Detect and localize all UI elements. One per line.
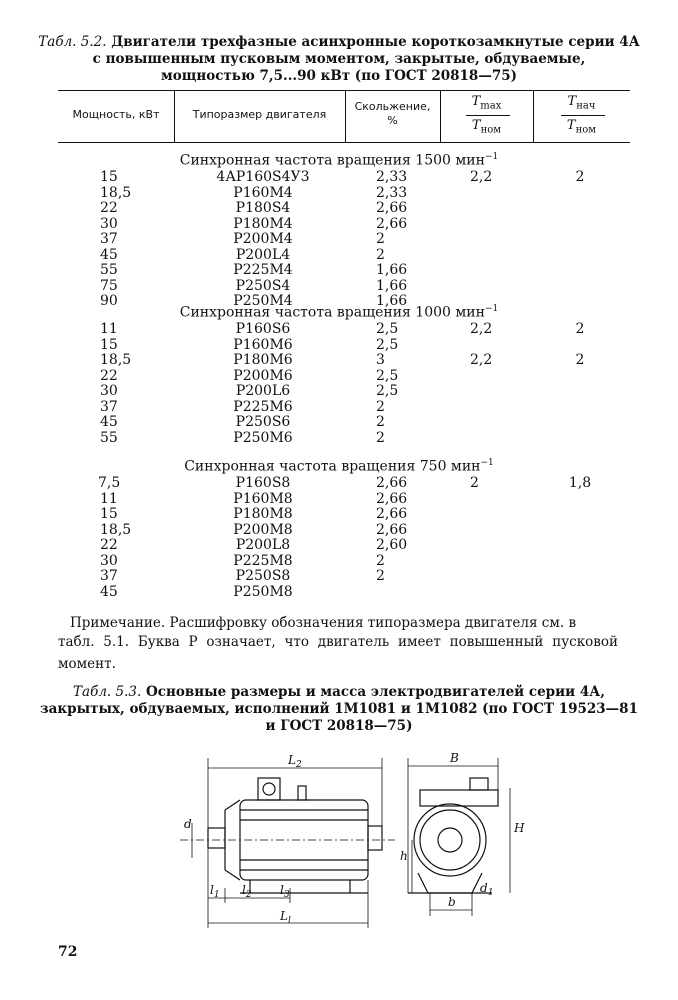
cell-frame: Р160S6 (235, 321, 291, 337)
cell-power: 45 (100, 583, 118, 600)
cell-slip: 2 (376, 414, 385, 430)
cell-tmax: 2,2 (470, 321, 493, 337)
header-tstart-num-symbol: T (567, 94, 577, 109)
cell-power: 11 (100, 490, 118, 507)
cell-slip: 2,66 (376, 490, 408, 507)
header-power: Мощность, кВт (72, 108, 160, 121)
cell-power: 22 (100, 537, 118, 553)
table53-caption-label: Табл. 5.3. (73, 684, 142, 700)
cell-slip: 2,5 (376, 336, 399, 353)
section-title-text: Синхронная частота вращения 750 мин (184, 458, 481, 475)
table52-caption-line3: мощностью 7,5...90 кВт (по ГОСТ 20818—75) (161, 68, 517, 84)
cell-power: 22 (100, 367, 118, 384)
table-top-rule (58, 90, 630, 91)
cell-slip: 2,60 (376, 537, 408, 553)
header-tstart-den-symbol: T (566, 118, 576, 133)
cell-tstart: 2 (575, 352, 585, 368)
section-title (0, 304, 678, 321)
cell-frame: Р200L4 (235, 246, 291, 263)
table52-note-line1: Примечание. Расшифровку обозначения типоразмера двигателя см. в (70, 615, 577, 631)
section-title (0, 458, 678, 475)
cell-frame: Р250S6 (235, 414, 291, 430)
cell-frame: Р200М6 (233, 367, 293, 384)
cell-slip: 2,5 (376, 367, 399, 384)
cell-tmax: 2,2 (470, 352, 493, 368)
header-tmax-num-symbol: T (471, 94, 481, 109)
cell-frame: Р200М8 (233, 521, 293, 538)
cell-power: 45 (100, 246, 118, 263)
cell-power: 90 (100, 293, 118, 309)
header-tstart-fraction-bar (561, 115, 605, 116)
cell-slip: 2,66 (376, 506, 408, 522)
cell-frame: Р160М8 (233, 490, 293, 507)
cell-frame: Р200L8 (235, 537, 291, 553)
cell-power: 22 (100, 200, 118, 216)
table52-caption-line1: Двигатели трехфазные асинхронные короткозамкнутые серии 4А (111, 34, 640, 50)
section-title-sup: −1 (480, 458, 494, 468)
cell-frame: Р180S4 (235, 200, 291, 216)
cell-slip: 2,66 (376, 215, 408, 232)
cell-tmax: 2,2 (470, 169, 493, 185)
header-tstart-denominator (533, 118, 630, 136)
cell-power: 75 (100, 277, 118, 294)
section-title-sup: −1 (484, 304, 499, 314)
cell-slip: 2 (376, 429, 385, 446)
cell-frame: Р180М4 (233, 215, 293, 232)
cell-slip: 3 (376, 352, 385, 368)
cell-slip: 1,66 (376, 293, 408, 309)
cell-power: 30 (100, 215, 118, 232)
table53-caption-line1: Основные размеры и масса электродвигателей серии 4А, (145, 684, 605, 700)
label-l1: $l_1$ (210, 883, 220, 900)
dimension-lines (192, 758, 382, 928)
cell-frame: Р180М6 (233, 352, 293, 368)
cell-frame: Р250S4 (235, 277, 291, 294)
label-l3: $l_3$ (280, 883, 290, 900)
table53-caption (0, 684, 678, 701)
header-tmax-num-sub: max (480, 100, 502, 112)
header-tstart-den-sub: ном (575, 124, 597, 136)
table53-caption-line3: и ГОСТ 20818—75) (265, 718, 413, 734)
label-B: B (450, 751, 459, 765)
section-title-text: Синхронная частота вращения 1500 мин (179, 152, 485, 169)
cell-slip: 1,66 (376, 262, 408, 278)
cell-slip: 2,33 (376, 169, 408, 185)
cell-power: 18,5 (100, 184, 132, 201)
label-d: d (184, 817, 192, 831)
label-b: b (448, 895, 456, 909)
cell-slip: 2 (376, 231, 385, 247)
cell-slip: 2 (376, 246, 385, 263)
cell-power: 37 (100, 398, 118, 415)
section-title-sup: −1 (484, 152, 499, 162)
cell-frame: Р180М8 (233, 506, 293, 522)
label-h: h (400, 849, 408, 863)
header-tmax-numerator (440, 94, 533, 112)
cell-frame: Р250М4 (233, 293, 293, 309)
front-dimension-lines (408, 758, 510, 916)
header-tmax-den-symbol: T (471, 118, 481, 133)
table53-caption-line2: закрытых, обдуваемых, исполнений 1М1081 и 1М1082 (по ГОСТ 19523—81 (40, 701, 638, 717)
cell-slip: 1,66 (376, 277, 408, 294)
cell-frame: Р225М8 (233, 552, 293, 569)
cell-slip: 2 (376, 398, 385, 415)
cell-power: 15 (100, 169, 118, 185)
header-slip-line1: Скольжение, (354, 100, 431, 113)
table52-caption-label: Табл. 5.2. (38, 34, 107, 50)
cell-power: 18,5 (100, 352, 132, 368)
cell-power: 15 (100, 506, 118, 522)
motor-side-view (180, 778, 395, 893)
cell-frame: Р250М8 (233, 583, 293, 600)
cell-frame: Р225М4 (233, 262, 293, 278)
cell-power: 55 (100, 429, 118, 446)
cell-frame: Р250М6 (233, 429, 293, 446)
header-tstart-num-sub: нач (576, 100, 596, 112)
cell-power: 30 (100, 552, 118, 569)
label-H: H (514, 821, 525, 835)
cell-slip: 2,5 (376, 383, 399, 399)
cell-slip: 2,66 (376, 200, 408, 216)
cell-tstart: 1,8 (568, 475, 592, 491)
cell-power: 7,5 (98, 475, 121, 491)
cell-power: 55 (100, 262, 118, 278)
cell-slip: 2 (376, 568, 385, 584)
header-slip-line2: % (387, 114, 398, 127)
cell-frame: Р160S8 (235, 475, 291, 491)
cell-frame: Р250S8 (235, 568, 291, 584)
label-L2: $L_2$ (288, 753, 302, 770)
header-tmax-denominator (440, 118, 533, 136)
cell-power: 18,5 (100, 521, 132, 538)
cell-slip: 2,33 (376, 184, 408, 201)
cell-power: 30 (100, 383, 118, 399)
cell-frame: 4АР160S4У3 (216, 169, 310, 185)
table52-note-line2: табл. 5.1. Буква Р означает, что двигатель имеет повышенный пусковой момент. (58, 634, 618, 672)
header-tmax-fraction-bar (466, 115, 510, 116)
cell-tstart: 2 (575, 321, 585, 337)
cell-power: 37 (100, 231, 118, 247)
cell-slip: 2,66 (376, 521, 408, 538)
header-tmax-den-sub: ном (480, 124, 502, 136)
table-header-rule (58, 142, 630, 143)
header-frame: Типоразмер двигателя (192, 108, 327, 121)
cell-frame: Р160М4 (233, 184, 293, 201)
motor-drawing (180, 748, 540, 933)
section-title (0, 152, 678, 169)
cell-power: 11 (100, 321, 118, 337)
cell-power: 37 (100, 568, 118, 584)
section-title-text: Синхронная частота вращения 1000 мин (179, 304, 485, 321)
cell-frame: Р200М4 (233, 231, 293, 247)
cell-slip: 2,5 (376, 321, 399, 337)
cell-tmax: 2 (470, 475, 479, 491)
cell-frame: Р225М6 (233, 398, 293, 415)
motor-front-view (408, 778, 498, 893)
cell-tstart: 2 (575, 169, 585, 185)
table52-caption-line2: с повышенным пусковым моментом, закрытые, обдуваемые, (92, 51, 586, 67)
cell-power: 45 (100, 414, 118, 430)
page-number: 72 (58, 944, 78, 960)
cell-frame: Р200L6 (235, 383, 291, 399)
label-L1: $L_l$ (280, 909, 291, 926)
cell-slip: 2,66 (376, 475, 408, 491)
label-d1: $d_1$ (480, 881, 494, 898)
label-l2: $l_2$ (242, 883, 252, 900)
cell-slip: 2 (376, 552, 385, 569)
cell-frame: Р160М6 (233, 336, 293, 353)
drawing-labels (184, 751, 525, 926)
table52-caption (0, 34, 678, 51)
header-tstart-numerator (533, 94, 630, 112)
cell-power: 15 (100, 336, 118, 353)
